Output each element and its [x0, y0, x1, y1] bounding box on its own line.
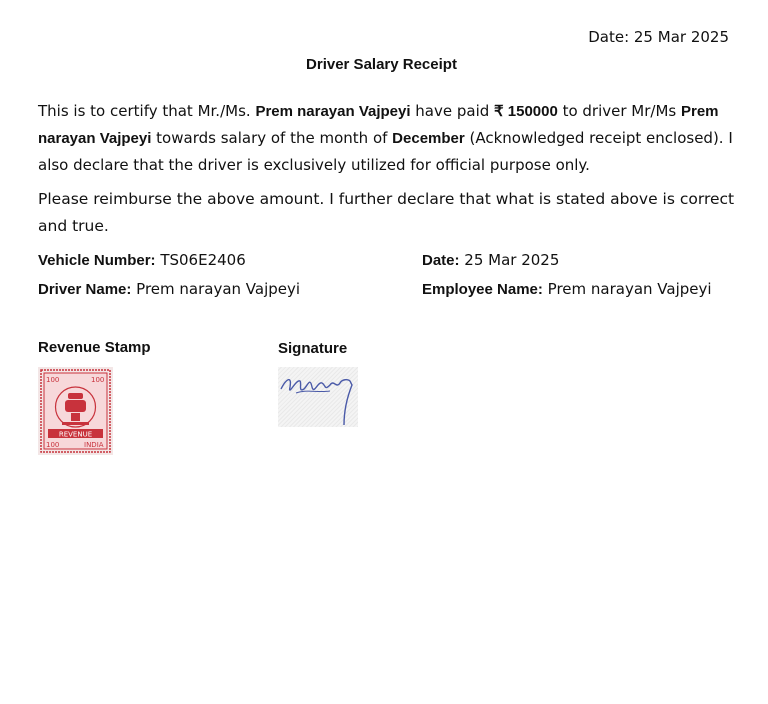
- date-top: Date: 25 Mar 2025: [588, 28, 729, 46]
- stamp-denomination-bottom: 100: [46, 441, 60, 449]
- stamp-word: REVENUE: [58, 430, 93, 439]
- stamp-denomination-top: 100: [46, 376, 60, 384]
- stamp-denomination-top-right: 100: [91, 376, 105, 384]
- vehicle-number-field: [38, 251, 246, 269]
- driver-name-label: Driver Name:: [38, 281, 132, 298]
- date-label: Date:: [422, 252, 460, 269]
- employee-name-value: Prem narayan Vajpeyi: [542, 280, 712, 298]
- amount: ₹ 150000: [494, 103, 558, 120]
- p1-text-d: towards salary of the month of: [151, 129, 393, 147]
- driver-name-field: [38, 280, 300, 298]
- vehicle-number-value: TS06E2406: [155, 251, 246, 269]
- page-title: Driver Salary Receipt: [306, 56, 457, 73]
- date-value: 25 Mar 2025: [459, 251, 560, 269]
- month: December: [392, 130, 465, 147]
- p1-text-e: (Acknowledged receipt enclosed). I also declare that the driver is exclusively utilized for official purpose only.: [38, 129, 733, 174]
- p1-text-c: to driver Mr/Ms: [557, 102, 681, 120]
- p1-text-b: have paid: [410, 102, 495, 120]
- driver-name-value: Prem narayan Vajpeyi: [131, 280, 301, 298]
- vehicle-number-label: Vehicle Number:: [38, 252, 156, 269]
- revenue-stamp-label: Revenue Stamp: [38, 339, 151, 356]
- signature-label: Signature: [278, 340, 348, 357]
- signature-icon: [278, 367, 358, 427]
- reimburse-paragraph: Please reimburse the above amount. I further declare that what is stated above is correct and true.: [38, 190, 735, 235]
- signature-box: [278, 367, 358, 427]
- revenue-stamp-image: [38, 367, 113, 455]
- driver-name-inline: Prem narayan Vajpeyi: [38, 103, 719, 147]
- employee-name-field: [422, 280, 712, 298]
- certification-paragraph: [38, 98, 738, 178]
- date-field: [422, 251, 559, 269]
- employee-name-label: Employee Name:: [422, 281, 543, 298]
- payer-name: Prem narayan Vajpeyi: [255, 103, 411, 120]
- p1-text-a: This is to certify that Mr./Ms.: [38, 102, 256, 120]
- stamp-country: INDIA: [84, 441, 104, 449]
